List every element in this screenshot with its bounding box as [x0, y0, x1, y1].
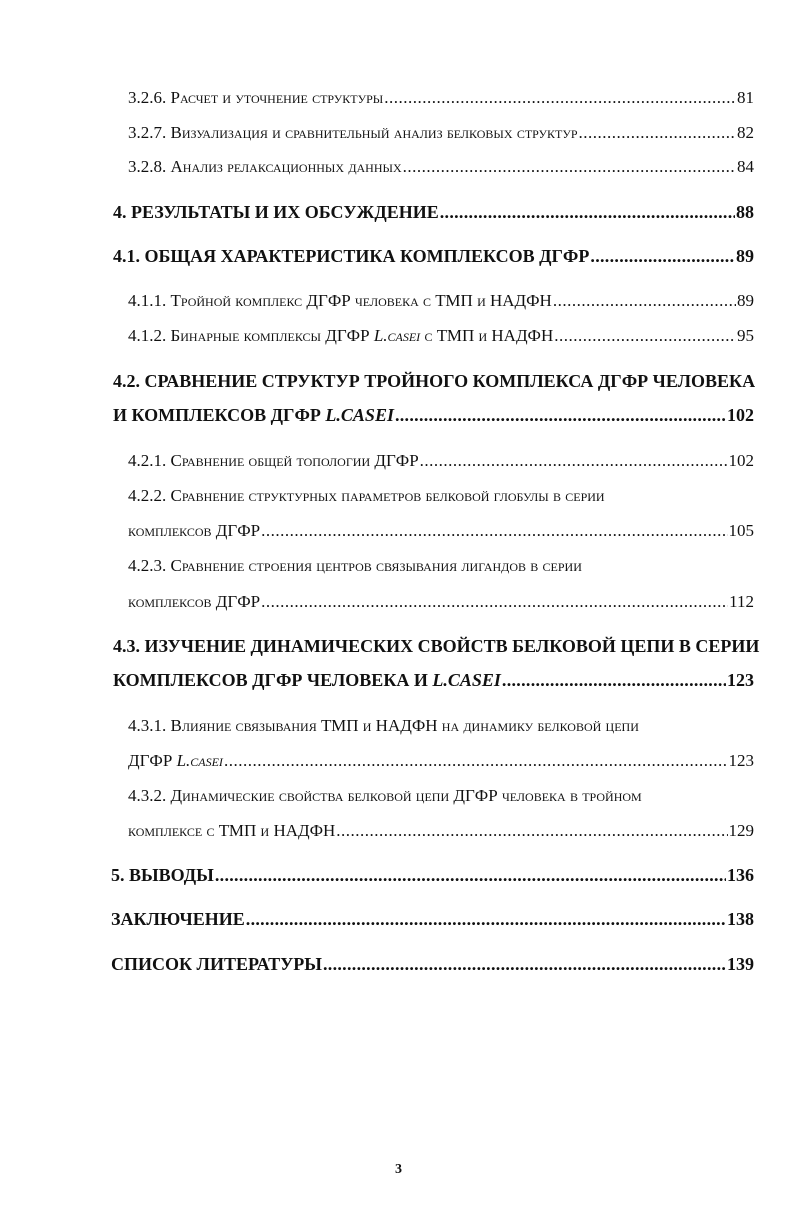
toc-entry-title — [128, 752, 223, 769]
species-name: L.casei — [373, 326, 421, 345]
toc-entry-title: 3.2.8. Анализ релаксационных данных — [128, 157, 402, 176]
toc-entry-3-2-8[interactable] — [128, 158, 754, 175]
toc-entry-4-3-2-line1[interactable]: 4.3.2. Динамические свойства белковой цепи ДГФР человека в тройном — [128, 786, 642, 805]
toc-entry-3-2-6[interactable] — [128, 89, 754, 106]
toc-leader-dots — [395, 406, 726, 424]
toc-entry-title: комплексе с ТМП и НАДФН — [128, 821, 336, 840]
toc-entry-4-2-1[interactable] — [128, 452, 754, 469]
toc-leader-dots — [440, 203, 735, 221]
toc-entry-title: СПИСОК ЛИТЕРАТУРЫ — [111, 954, 322, 974]
toc-entry-title: 4.2.1. Сравнение общей топологии ДГФР — [128, 451, 419, 470]
toc-entry-5[interactable] — [111, 866, 754, 884]
toc-entry-title: 4. РЕЗУЛЬТАТЫ И ИХ ОБСУЖДЕНИЕ — [113, 202, 439, 222]
toc-leader-dots — [224, 752, 728, 769]
toc-page-number: 139 — [727, 954, 754, 974]
toc-entry-4-2-2[interactable] — [128, 522, 754, 539]
toc-entry-4-3-1-line1[interactable]: 4.3.1. Влияние связывания ТМП и НАДФН на динамику белковой цепи — [128, 716, 639, 735]
toc-entry-4[interactable] — [113, 203, 754, 221]
toc-leader-dots — [502, 671, 726, 689]
toc-page-number: 102 — [727, 405, 754, 425]
toc-leader-dots — [323, 955, 726, 973]
toc-entry-title: ЗАКЛЮЧЕНИЕ — [111, 909, 245, 929]
toc-page-number: 89 — [736, 246, 754, 266]
toc-entry-4-2-3-line1[interactable]: 4.2.3. Сравнение строения центров связывания лигандов в серии — [128, 556, 582, 575]
toc-entry-4-1-2[interactable] — [128, 327, 754, 344]
toc-page-number: 105 — [728, 521, 754, 540]
toc-entry-title: комплексов ДГФР — [128, 521, 261, 540]
toc-leader-dots — [554, 327, 736, 344]
toc-entry-4-2-2-line1[interactable]: 4.2.2. Сравнение структурных параметров белковой глобулы в серии — [128, 486, 605, 505]
toc-page-number: 112 — [729, 592, 754, 611]
toc-entry-title: 4.1.1. Тройной комплекс ДГФР человека с ТМП и НАДФН — [128, 291, 552, 310]
toc-entry-title — [113, 406, 394, 424]
toc-entry-title-part: И КОМПЛЕКСОВ ДГФР — [113, 405, 326, 425]
toc-leader-dots — [215, 866, 726, 884]
toc-entry-4-3-2[interactable] — [128, 822, 754, 839]
toc-leader-dots — [579, 124, 736, 141]
toc-page-number: 95 — [737, 326, 754, 345]
toc-entry-title-part: КОМПЛЕКСОВ ДГФР ЧЕЛОВЕКА И — [113, 670, 433, 690]
toc-page-number: 136 — [727, 865, 754, 885]
toc-page-number: 129 — [728, 821, 754, 840]
toc-leader-dots — [261, 593, 728, 610]
toc-entry-conclusion[interactable] — [111, 910, 754, 928]
toc-leader-dots — [246, 910, 726, 928]
toc-page-number: 102 — [728, 451, 754, 470]
toc-entry-title-part: 4.1.2. Бинарные комплексы ДГФР — [128, 326, 374, 345]
species-name: L.CASEI — [432, 670, 501, 690]
species-name: L.casei — [176, 751, 223, 770]
toc-page-number: 138 — [727, 909, 754, 929]
toc-entry-4-2-line1[interactable]: 4.2. СРАВНЕНИЕ СТРУКТУР ТРОЙНОГО КОМПЛЕКСА ДГФР ЧЕЛОВЕКА — [113, 371, 756, 391]
toc-leader-dots — [384, 89, 736, 106]
page-number: 3 — [395, 1162, 402, 1177]
toc-entry-4-1[interactable] — [113, 247, 754, 265]
toc-entry-4-2[interactable] — [113, 406, 754, 424]
toc-entry-title: 3.2.7. Визуализация и сравнительный анализ белковых структур — [128, 123, 578, 142]
species-name: L.CASEI — [325, 405, 394, 425]
toc-leader-dots — [403, 158, 736, 175]
toc-entry-title — [113, 671, 501, 689]
toc-entry-4-2-3[interactable] — [128, 593, 754, 610]
toc-entry-4-1-1[interactable] — [128, 292, 754, 309]
toc-leader-dots — [420, 452, 728, 469]
toc-entry-title: 5. ВЫВОДЫ — [111, 865, 214, 885]
toc-page-number: 82 — [737, 123, 754, 142]
toc-entry-4-3[interactable] — [113, 671, 754, 689]
toc-page-number: 123 — [727, 670, 754, 690]
toc-page-number: 89 — [737, 291, 754, 310]
toc-entry-3-2-7[interactable] — [128, 124, 754, 141]
toc-leader-dots — [336, 822, 727, 839]
toc-entry-title: 3.2.6. Расчет и уточнение структуры — [128, 88, 384, 107]
toc-page-number: 88 — [736, 202, 754, 222]
toc-page-number: 81 — [737, 88, 754, 107]
toc-entry-title-part: с ТМП и НАДФН — [420, 326, 554, 345]
toc-entry-title-part: ДГФР — [128, 751, 177, 770]
toc-entry-4-3-1[interactable] — [128, 752, 754, 769]
toc-page-number: 84 — [737, 157, 754, 176]
toc-entry-references[interactable] — [111, 955, 754, 973]
toc-entry-4-3-line1[interactable]: 4.3. ИЗУЧЕНИЕ ДИНАМИЧЕСКИХ СВОЙСТВ БЕЛКОВОЙ ЦЕПИ В СЕРИИ — [113, 636, 760, 656]
toc-entry-title: 4.1. ОБЩАЯ ХАРАКТЕРИСТИКА КОМПЛЕКСОВ ДГФР — [113, 246, 590, 266]
toc-page-number: 123 — [728, 751, 754, 770]
toc-leader-dots — [553, 292, 736, 309]
toc-entry-title: комплексов ДГФР — [128, 592, 261, 611]
toc-entry-title — [128, 327, 553, 344]
toc-leader-dots — [590, 247, 735, 265]
toc-leader-dots — [261, 522, 727, 539]
